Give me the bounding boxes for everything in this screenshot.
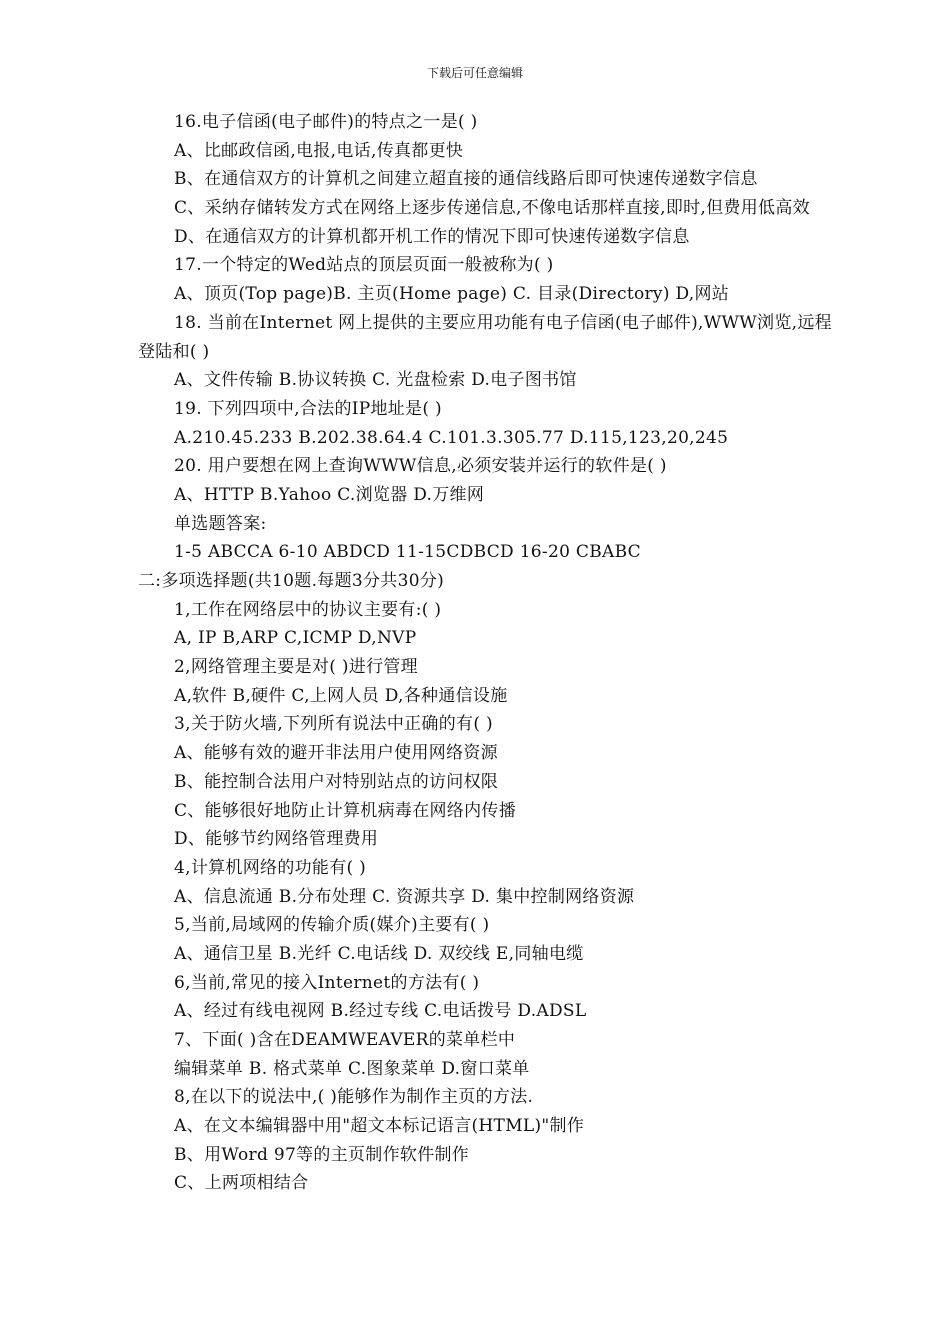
option-line: C、能够很好地防止计算机病毒在网络内传播 (174, 800, 517, 821)
option-line: A、能够有效的避开非法用户使用网络资源 (174, 743, 498, 764)
question-19: 19. 下列四项中,合法的IP地址是( ) (174, 398, 442, 419)
option-line: D、在通信双方的计算机都开机工作的情况下即可快速传递数字信息 (174, 226, 690, 247)
option-line: A、在文本编辑器中用"超文本标记语言(HTML)"制作 (174, 1116, 585, 1137)
option-line: B、在通信双方的计算机之间建立超直接的通信线路后即可快速传递数字信息 (174, 169, 758, 190)
option-line: A、信息流通 B.分布处理 C. 资源共享 D. 集中控制网络资源 (174, 886, 635, 907)
option-line: A、通信卫星 B.光纤 C.电话线 D. 双绞线 E,同轴电缆 (174, 943, 584, 964)
option-line: A、HTTP B.Yahoo C.浏览器 D.万维网 (174, 484, 485, 505)
option-line: A.210.45.233 B.202.38.64.4 C.101.3.305.77 D.115,123,20,245 (174, 427, 729, 448)
multi-question-6: 6,当前,常见的接入Internet的方法有( ) (174, 972, 480, 993)
section-heading: 二:多项选择题(共10题.每题3分共30分) (138, 571, 445, 592)
option-line: A、文件传输 B.协议转换 C. 光盘检索 D.电子图书馆 (174, 370, 577, 391)
multi-question-2: 2,网络管理主要是对( )进行管理 (174, 657, 418, 678)
multi-question-4: 4,计算机网络的功能有( ) (174, 857, 367, 878)
multi-question-3: 3,关于防火墙,下列所有说法中正确的有( ) (174, 714, 493, 735)
question-18: 18. 当前在Internet 网上提供的主要应用功能有电子信函(电子邮件),WWW浏览,远程登陆和( ) (138, 312, 832, 362)
option-line: A, IP B,ARP C,ICMP D,NVP (174, 628, 417, 649)
option-line: A、比邮政信函,电报,电话,传真都更快 (174, 140, 464, 161)
option-line: 编辑菜单 B. 格式菜单 C.图象菜单 D.窗口菜单 (174, 1058, 530, 1079)
multi-question-7: 7、下面( )含在DEAMWEAVER的菜单栏中 (174, 1030, 516, 1051)
question-20: 20. 用户要想在网上查询WWW信息,必须安装并运行的软件是( ) (174, 456, 667, 477)
multi-question-5: 5,当前,局域网的传输介质(媒介)主要有( ) (174, 915, 490, 936)
answer-key: 1-5 ABCCA 6-10 ABDCD 11-15CDBCD 16-20 CBABC (174, 542, 641, 563)
option-line: A,软件 B,硬件 C,上网人员 D,各种通信设施 (174, 685, 508, 706)
option-line: A、经过有线电视网 B.经过专线 C.电话拨号 D.ADSL (174, 1001, 587, 1022)
option-line: C、上两项相结合 (174, 1173, 309, 1194)
answer-heading: 单选题答案: (174, 513, 267, 534)
document-body (138, 108, 838, 1198)
multi-question-1: 1,工作在网络层中的协议主要有:( ) (174, 599, 442, 620)
page-header: 下载后可任意编辑 (426, 66, 523, 80)
question-17: 17.一个特定的Wed站点的顶层页面一般被称为( ) (174, 255, 554, 276)
option-line: C、采纳存储转发方式在网络上逐步传递信息,不像电话那样直接,即时,但费用低高效 (174, 198, 810, 219)
question-16: 16.电子信函(电子邮件)的特点之一是( ) (174, 112, 478, 132)
option-line: B、能控制合法用户对特别站点的访问权限 (174, 771, 499, 792)
multi-question-8: 8,在以下的说法中,( )能够作为制作主页的方法. (174, 1087, 534, 1108)
option-line: D、能够节约网络管理费用 (174, 829, 379, 850)
option-line: B、用Word 97等的主页制作软件制作 (174, 1144, 470, 1165)
option-line: A、顶页(Top page)B. 主页(Home page) C. 目录(Directory) D,网站 (174, 284, 730, 305)
